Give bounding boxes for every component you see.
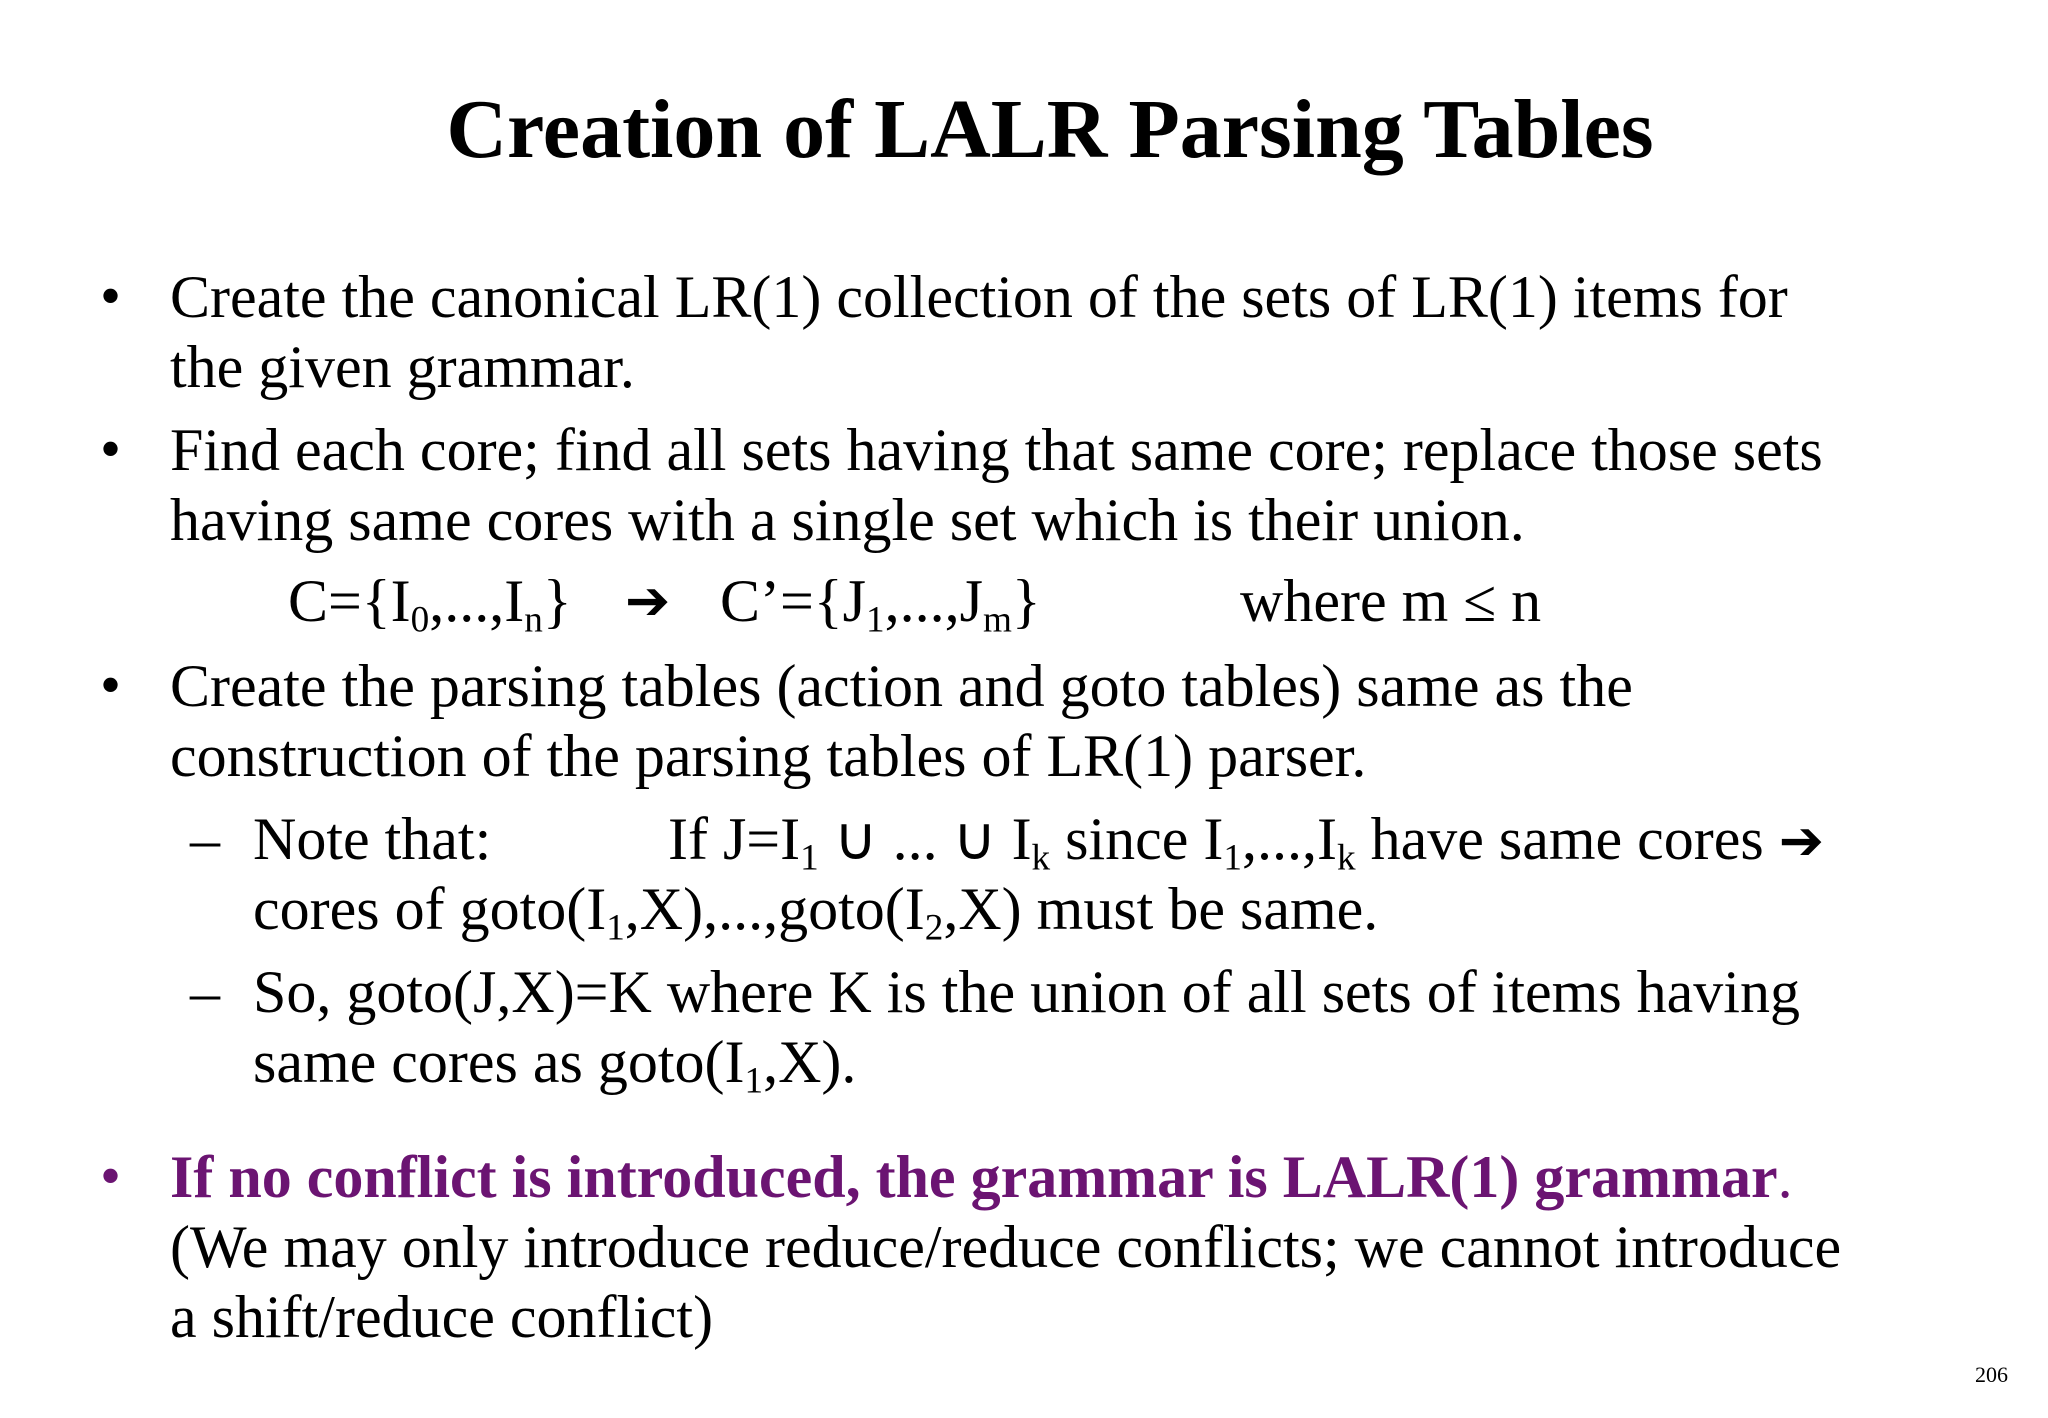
bullet-marker: • — [100, 1143, 122, 1209]
bullet-marker: • — [100, 263, 122, 329]
bullet-2-line-1: Find each core; find all sets having that same core; replace those sets — [170, 417, 1823, 483]
bullet-3-line-2: construction of the parsing tables of LR(1) parser. — [170, 723, 1367, 789]
sub-1-line-2: cores of $goto(I_1,X),...,goto(I_2,X)$ must be same. — [253, 876, 1379, 949]
sub-2-line-1: So, goto(J,X)=K where K is the union of all sets of items having — [253, 959, 1800, 1025]
arrow-icon: ➔ — [1778, 811, 1824, 871]
formula-c: $C=\{I_0,...,I_n\}$ — [288, 568, 572, 641]
formula-c-prime: $C’=\{J_1,...,J_m\}$ — [720, 568, 1041, 641]
formula-where: where m ≤ n — [1240, 568, 1542, 634]
sub-2-line-2: same cores as $goto(I_1,X)$. — [253, 1029, 857, 1102]
bullet-1-line-1: Create the canonical LR(1) collection of the sets of LR(1) items for — [170, 264, 1788, 330]
bullet-4-line-2: (We may only introduce reduce/reduce conflicts; we cannot introduce — [170, 1214, 1842, 1280]
sub-1-line-1: If $J=I_1$ ∪ ... ∪ $I_k$ since $I_1,...,I_k$ have same cores ➔ — [668, 806, 1824, 879]
slide-title: Creation of LALR Parsing Tables — [446, 83, 1654, 176]
bullet-2-line-2: having same cores with a single set which is their union. — [170, 487, 1525, 553]
sub-bullet-marker: – — [190, 806, 220, 872]
bullet-marker: • — [100, 652, 122, 718]
bullet-4-line-3: a shift/reduce conflict) — [170, 1284, 714, 1350]
bullet-3-line-1: Create the parsing tables (action and goto tables) same as the — [170, 653, 1633, 719]
sub-1-label: Note that: — [253, 806, 492, 872]
sub-bullet-marker: – — [190, 959, 220, 1025]
emphasis-text: If no conflict is introduced, the grammar is LALR(1) grammar — [170, 1144, 1778, 1210]
arrow-icon: ➔ — [625, 571, 671, 631]
bullet-4-line-1: If no conflict is introduced, the grammar is LALR(1) grammar. — [170, 1144, 1793, 1210]
bullet-marker: • — [100, 416, 122, 482]
bullet-1-line-2: the given grammar. — [170, 334, 635, 400]
page-number: 206 — [1975, 1362, 2008, 1387]
